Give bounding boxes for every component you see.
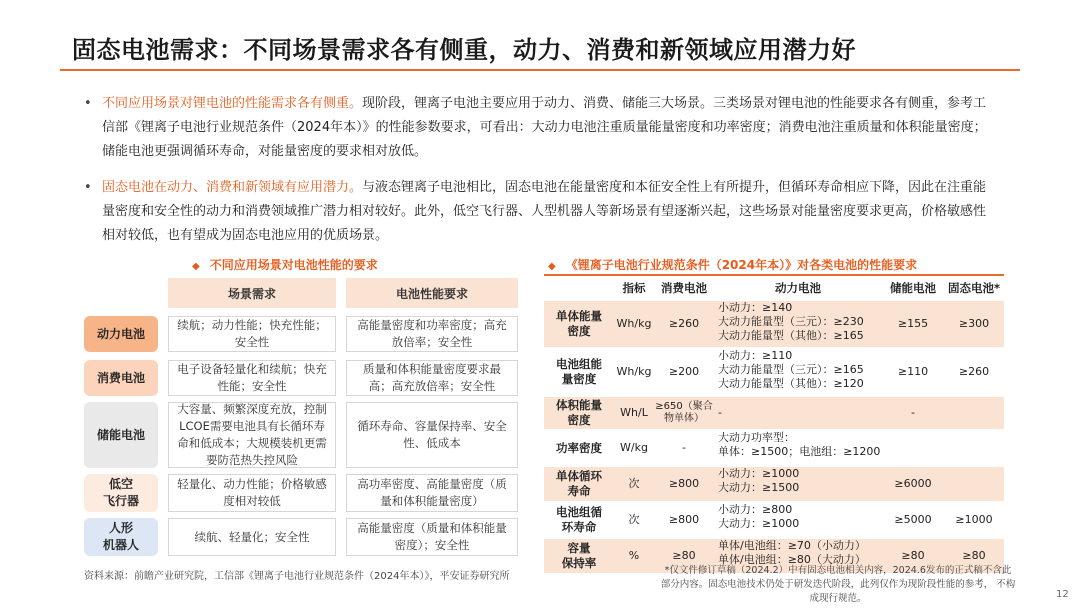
- row-consumer: -: [682, 441, 686, 454]
- row-label-low-altitude-aircraft: 低空 飞行器: [84, 474, 158, 512]
- power-line: 单体/电池组：≥70（小动力）: [718, 539, 866, 552]
- table-row: [544, 349, 1004, 395]
- cell-demand: 电子设备轻量化和续航；快充性能；安全性: [168, 360, 336, 396]
- title-divider: [60, 69, 1020, 71]
- row-unit: Wh/kg: [616, 365, 652, 378]
- right-table-caption: [548, 256, 917, 273]
- row-solid: ≥300: [958, 317, 990, 330]
- power-line: 单体/电池组：≥80（大动力）: [718, 553, 866, 566]
- row-power: [714, 301, 882, 347]
- row-name: 功率密度: [556, 440, 602, 455]
- left-table-caption-text: 不同应用场景对电池性能的要求: [209, 258, 378, 272]
- cell-demand: 续航、轻量化；安全性: [168, 518, 336, 556]
- footnote: *仅文件修订草稿（2024.2）中有固态电池相关内容，2024.6发布的正式稿不含此部分内容。固态电池技术仍处于研发迭代阶段，此列仅作为现阶段性能的参考， 不构成现行规范。: [660, 565, 1016, 604]
- bullet-marker: •: [84, 180, 92, 195]
- row-power: [714, 397, 882, 429]
- cell-requirement: 高能量密度和功率密度；高充放倍率；安全性: [346, 316, 518, 352]
- table-header-demand: 场景需求: [168, 278, 336, 308]
- cell-demand: 续航；动力性能；快充性能；安全性: [168, 316, 336, 352]
- page-number: 12: [1056, 589, 1069, 600]
- row-unit: Wh/kg: [616, 317, 652, 330]
- row-consumer: ≥800: [668, 513, 700, 526]
- row-consumer: ≥650（聚合物单体）: [655, 401, 713, 424]
- source-note: 资料来源：前瞻产业研究院，工信部《锂离子电池行业规范条件（2024年本）》，平安证券研究所: [84, 571, 510, 582]
- row-name: 容量 保持率: [561, 541, 597, 570]
- scenario-requirements-table: [84, 278, 522, 560]
- diamond-icon: ◆: [192, 261, 200, 272]
- power-line: 大动力功率型：: [718, 431, 795, 444]
- row-storage: ≥80: [901, 549, 925, 562]
- row-solid: [944, 467, 1004, 501]
- header-solid: 固态电池*: [947, 281, 1000, 295]
- row-storage: [882, 431, 944, 465]
- bullet-text: 现阶段，锂离子电池主要应用于动力、消费、储能三大场景。三类场景对锂电池的性能要求各有侧重，参考工信部《锂离子电池行业规范条件（2024年本）》的性能参数要求，可看出：大动力电池注重质量能量密度和功率密度；消费电池注重质量和体积能量密度；储能电池更强调循环寿命，对能量密度的要求相对放低。: [102, 96, 987, 159]
- row-power: [714, 503, 882, 537]
- row-power: [714, 349, 882, 395]
- row-unit: 次: [628, 513, 640, 526]
- row-solid: ≥1000: [955, 513, 993, 526]
- row-storage: ≥155: [897, 317, 929, 330]
- cell-requirement: 高功率密度、高能量密度（质量和体积能量密度）: [346, 474, 518, 512]
- row-solid: [944, 431, 1004, 465]
- power-line: 大动力能量型（三元）：≥230: [718, 315, 864, 328]
- bullet-text: 与液态锂离子电池相比，固态电池在能量密度和本征安全性上有所提升，但循环寿命相应下降，因此在注重能量密度和安全性的动力和消费领域推广潜力相对较好。此外，低空飞行器、人型机器人等新场景有望逐渐兴起，这些场景对能量密度要求更高，价格敏感性相对较低，也有望成为固态电池应用的优质场景。: [102, 180, 987, 243]
- table-top-rule: [544, 274, 1004, 276]
- bullet-item: [84, 92, 994, 164]
- table-row: [544, 397, 1004, 429]
- row-name: 电池组循 环寿命: [556, 505, 602, 534]
- table-row: [544, 467, 1004, 501]
- power-line: 小动力：≥140: [718, 301, 793, 314]
- row-consumer: ≥260: [668, 317, 700, 330]
- row-storage: ≥6000: [894, 477, 932, 490]
- row-label-storage-battery: 储能电池: [84, 402, 158, 468]
- bullet-highlight: 固态电池在动力、消费和新领域有应用潜力。: [102, 180, 363, 195]
- row-name: 电池组能 量密度: [556, 357, 602, 386]
- cell-demand: 大容量、频繁深度充放，控制LCOE需要电池具有长循环寿命和低成本；大规模装机更需要防范热失控风险: [168, 402, 336, 468]
- row-consumer: ≥200: [668, 365, 700, 378]
- header-consumer: 消费电池: [661, 281, 707, 295]
- row-unit: W/kg: [620, 441, 648, 454]
- row-storage: ≥5000: [894, 513, 932, 526]
- row-label-humanoid-robot: 人形 机器人: [84, 518, 158, 556]
- row-label-consumer-battery: 消费电池: [84, 360, 158, 396]
- header-indicator: 指标: [622, 281, 646, 295]
- power-line: 大动力：≥1500: [718, 481, 800, 494]
- row-solid: ≥260: [958, 365, 990, 378]
- left-table-caption: [192, 256, 378, 273]
- row-power: [714, 431, 882, 465]
- power-line: 大动力能量型（其他）：≥120: [718, 377, 864, 390]
- header-storage: 储能电池: [890, 281, 936, 295]
- bullet-item: [84, 176, 994, 248]
- power-line: 小动力：≥110: [718, 349, 793, 362]
- bullet-list: [84, 92, 994, 248]
- power-line: 大动力：≥1000: [718, 517, 800, 530]
- table-header-requirement: 电池性能要求: [346, 278, 518, 308]
- cell-demand: 轻量化、动力性能；价格敏感度相对较低: [168, 474, 336, 512]
- cell-requirement: 循环寿命、容量保持率、安全性、低成本: [346, 402, 518, 468]
- row-consumer: ≥80: [672, 549, 696, 562]
- table-row: [544, 503, 1004, 537]
- row-solid: [944, 397, 1004, 429]
- power-line: -: [718, 406, 722, 419]
- row-name: 单体能量 密度: [556, 309, 602, 338]
- row-consumer: ≥800: [668, 477, 700, 490]
- power-line: 小动力：≥1000: [718, 467, 800, 480]
- row-name: 体积能量 密度: [556, 398, 602, 427]
- row-storage: ≥110: [897, 365, 929, 378]
- row-unit: Wh/L: [620, 406, 648, 419]
- row-name: 单体循环 寿命: [556, 469, 602, 498]
- power-line: 大动力能量型（其他）：≥165: [718, 329, 864, 342]
- table-row: [544, 431, 1004, 465]
- row-label-power-battery: 动力电池: [84, 316, 158, 352]
- table-row: [544, 301, 1004, 347]
- bullet-marker: •: [84, 96, 92, 111]
- right-table-caption-text: 《锂离子电池行业规范条件（2024年本）》对各类电池的性能要求: [565, 258, 918, 272]
- power-line: 单体：≥1500；电池组：≥1200: [718, 445, 881, 458]
- cell-requirement: 高能量密度（质量和体积能量密度）；安全性: [346, 518, 518, 556]
- power-line: 大动力能量型（三元）：≥165: [718, 363, 864, 376]
- diamond-icon: ◆: [548, 261, 556, 272]
- bullet-highlight: 不同应用场景对锂电池的性能需求各有侧重。: [102, 96, 363, 111]
- row-power: [714, 467, 882, 501]
- page-title: 固态电池需求：不同场景需求各有侧重，动力、消费和新领域应用潜力好: [72, 36, 856, 64]
- header-power: 动力电池: [775, 281, 821, 295]
- cell-requirement: 质量和体积能量密度要求最高；高充放倍率；安全性: [346, 360, 518, 396]
- row-storage: -: [911, 406, 915, 419]
- row-solid: ≥80: [962, 549, 986, 562]
- power-line: 小动力：≥800: [718, 503, 793, 516]
- row-unit: 次: [628, 477, 640, 490]
- row-unit: %: [628, 549, 640, 562]
